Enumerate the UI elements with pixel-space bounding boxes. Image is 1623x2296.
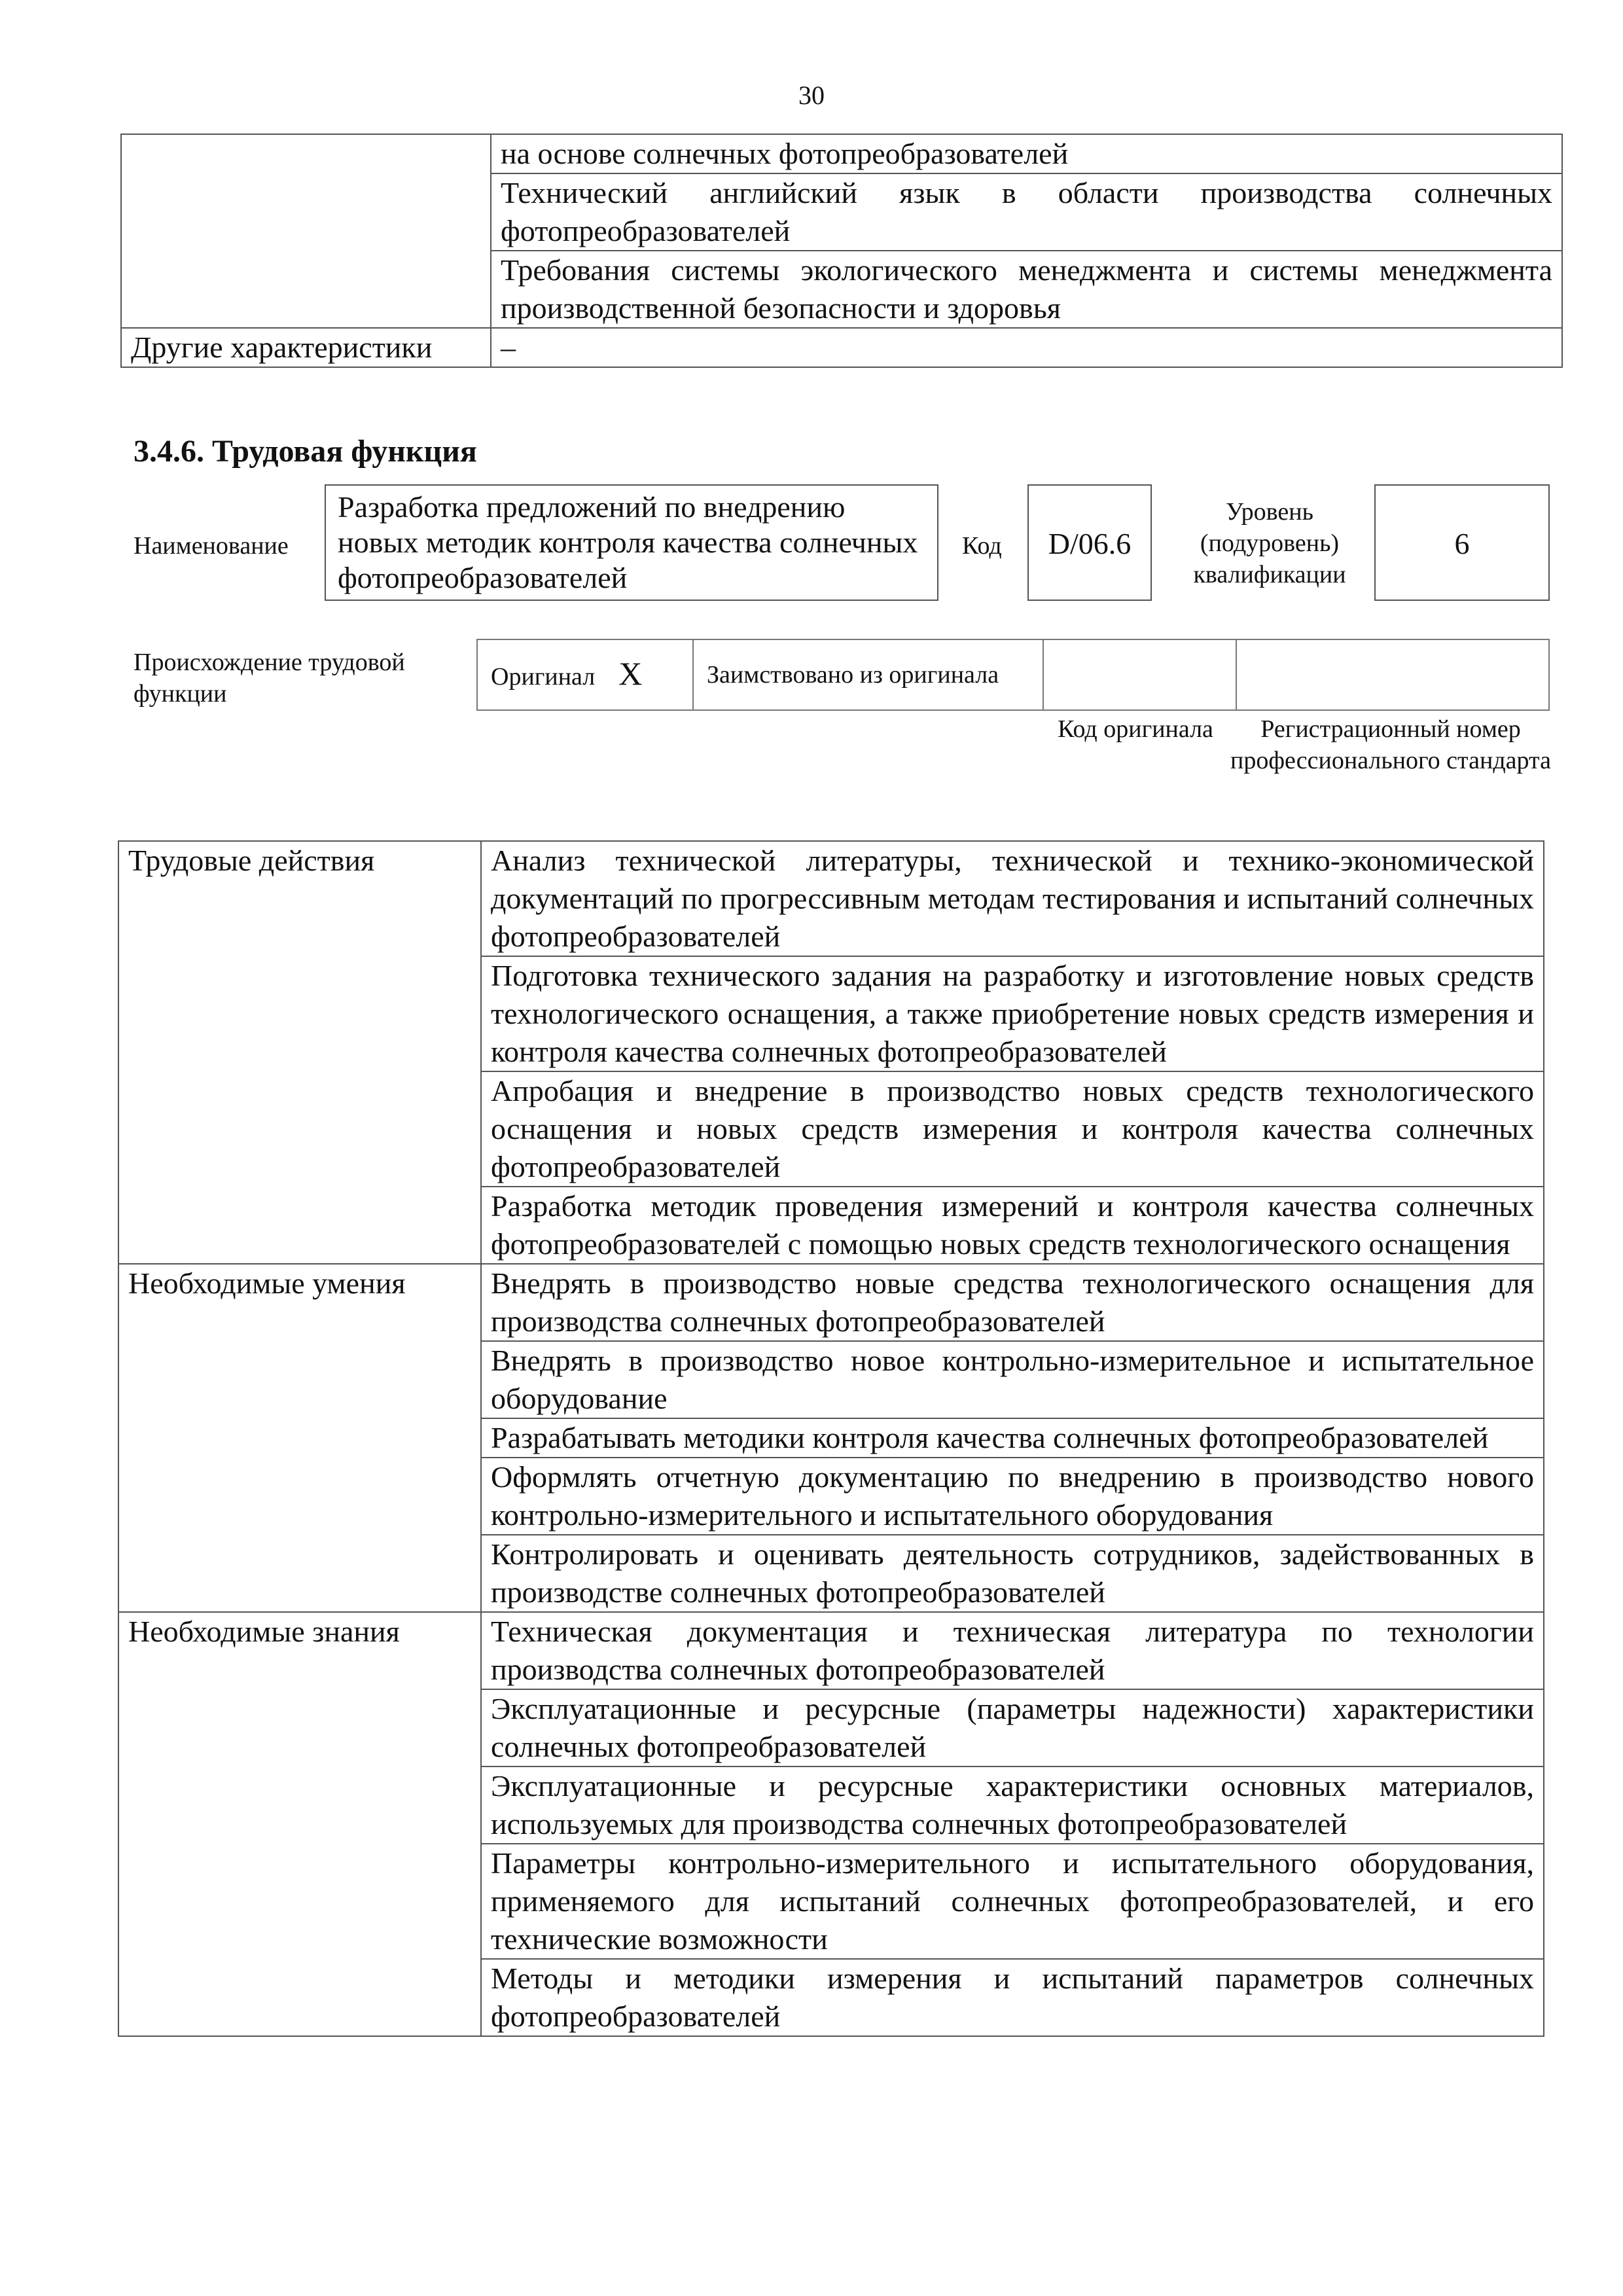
- knowledge-item: Эксплуатационные и ресурсные характеристики основных материалов, используемых для производства солнечных фотопреобразователей: [481, 1767, 1544, 1844]
- origin-label: Происхождение трудовой функции: [134, 649, 405, 708]
- other-characteristics-value: –: [491, 328, 1562, 367]
- section-heading: 3.4.6. Трудовая функция: [134, 434, 477, 469]
- skill-item: Оформлять отчетную документацию по внедрению в производство нового контрольно-измерительного и испытательного оборудования: [481, 1458, 1544, 1535]
- labor-action-item: Апробация и внедрение в производство новых средств технологического оснащения и новых средств измерения и контроля качества солнечных фотопреобразователей: [481, 1071, 1544, 1187]
- knowledge-item: Техническая документация и техническая литература по технологии производства солнечных фотопреобразователей: [481, 1612, 1544, 1689]
- qualification-level-label: Уровень (подуровень) квалификации: [1193, 498, 1346, 588]
- name-label: Наименование: [134, 532, 289, 560]
- original-label: Оригинал: [491, 662, 596, 691]
- qualification-level-value: 6: [1374, 484, 1550, 601]
- top-table-row: на основе солнечных фотопреобразователей: [491, 134, 1562, 173]
- other-characteristics-label: Другие характеристики: [121, 328, 491, 367]
- knowledge-item: Параметры контрольно-измерительного и испытательного оборудования, применяемого для испытаний солнечных фотопреобразователей, и его технические возможности: [481, 1844, 1544, 1959]
- borrowed-label: Заимствовано из оригинала: [693, 639, 1043, 710]
- original-cell: [477, 639, 693, 710]
- top-table: [120, 134, 1563, 368]
- top-table-row: Технический английский язык в области производства солнечных фотопреобразователей: [491, 173, 1562, 251]
- registration-number-cell: [1236, 639, 1549, 710]
- skill-item: Контролировать и оценивать деятельность сотрудников, задействованных в производстве солнечных фотопреобразователей: [481, 1535, 1544, 1612]
- top-table-row: Требования системы экологического менеджмента и системы менеджмента производственной безопасности и здоровья: [491, 251, 1562, 328]
- labor-actions-label: Трудовые действия: [118, 841, 481, 1264]
- top-table-empty-cell: [121, 134, 491, 328]
- registration-number-caption: Регистрационный номер профессионального стандарта: [1230, 715, 1551, 774]
- skill-item: Разрабатывать методики контроля качества солнечных фотопреобразователей: [481, 1418, 1544, 1458]
- page-number: 30: [798, 81, 825, 110]
- skill-item: Внедрять в производство новое контрольно-измерительное и испытательное оборудование: [481, 1341, 1544, 1418]
- code-value: D/06.6: [1027, 484, 1152, 601]
- skill-item: Внедрять в производство новые средства технологического оснащения для производства солнечных фотопреобразователей: [481, 1264, 1544, 1341]
- knowledge-item: Методы и методики измерения и испытаний параметров солнечных фотопреобразователей: [481, 1959, 1544, 2036]
- original-code-caption: Код оригинала: [1058, 715, 1213, 743]
- function-details-table: [118, 840, 1544, 2037]
- code-label: Код: [962, 532, 1002, 560]
- labor-action-item: Подготовка технического задания на разработку и изготовление новых средств технологического оснащения, а также приобретение новых средств измерения и контроля качества солнечных фотопреобразователей: [481, 956, 1544, 1071]
- origin-table: [476, 639, 1550, 711]
- labor-action-item: Разработка методик проведения измерений и контроля качества солнечных фотопреобразователей с помощью новых средств технологического оснащения: [481, 1187, 1544, 1264]
- name-value: Разработка предложений по внедрению новых методик контроля качества солнечных фотопреобразователей: [325, 484, 938, 601]
- labor-action-item: Анализ технической литературы, технической и технико-экономической документаций по прогрессивным методам тестирования и испытаний солнечных фотопреобразователей: [481, 841, 1544, 956]
- original-mark: X: [618, 655, 643, 692]
- knowledge-item: Эксплуатационные и ресурсные (параметры надежности) характеристики солнечных фотопреобразователей: [481, 1689, 1544, 1767]
- original-code-cell: [1043, 639, 1236, 710]
- required-knowledge-label: Необходимые знания: [118, 1612, 481, 2036]
- required-skills-label: Необходимые умения: [118, 1264, 481, 1612]
